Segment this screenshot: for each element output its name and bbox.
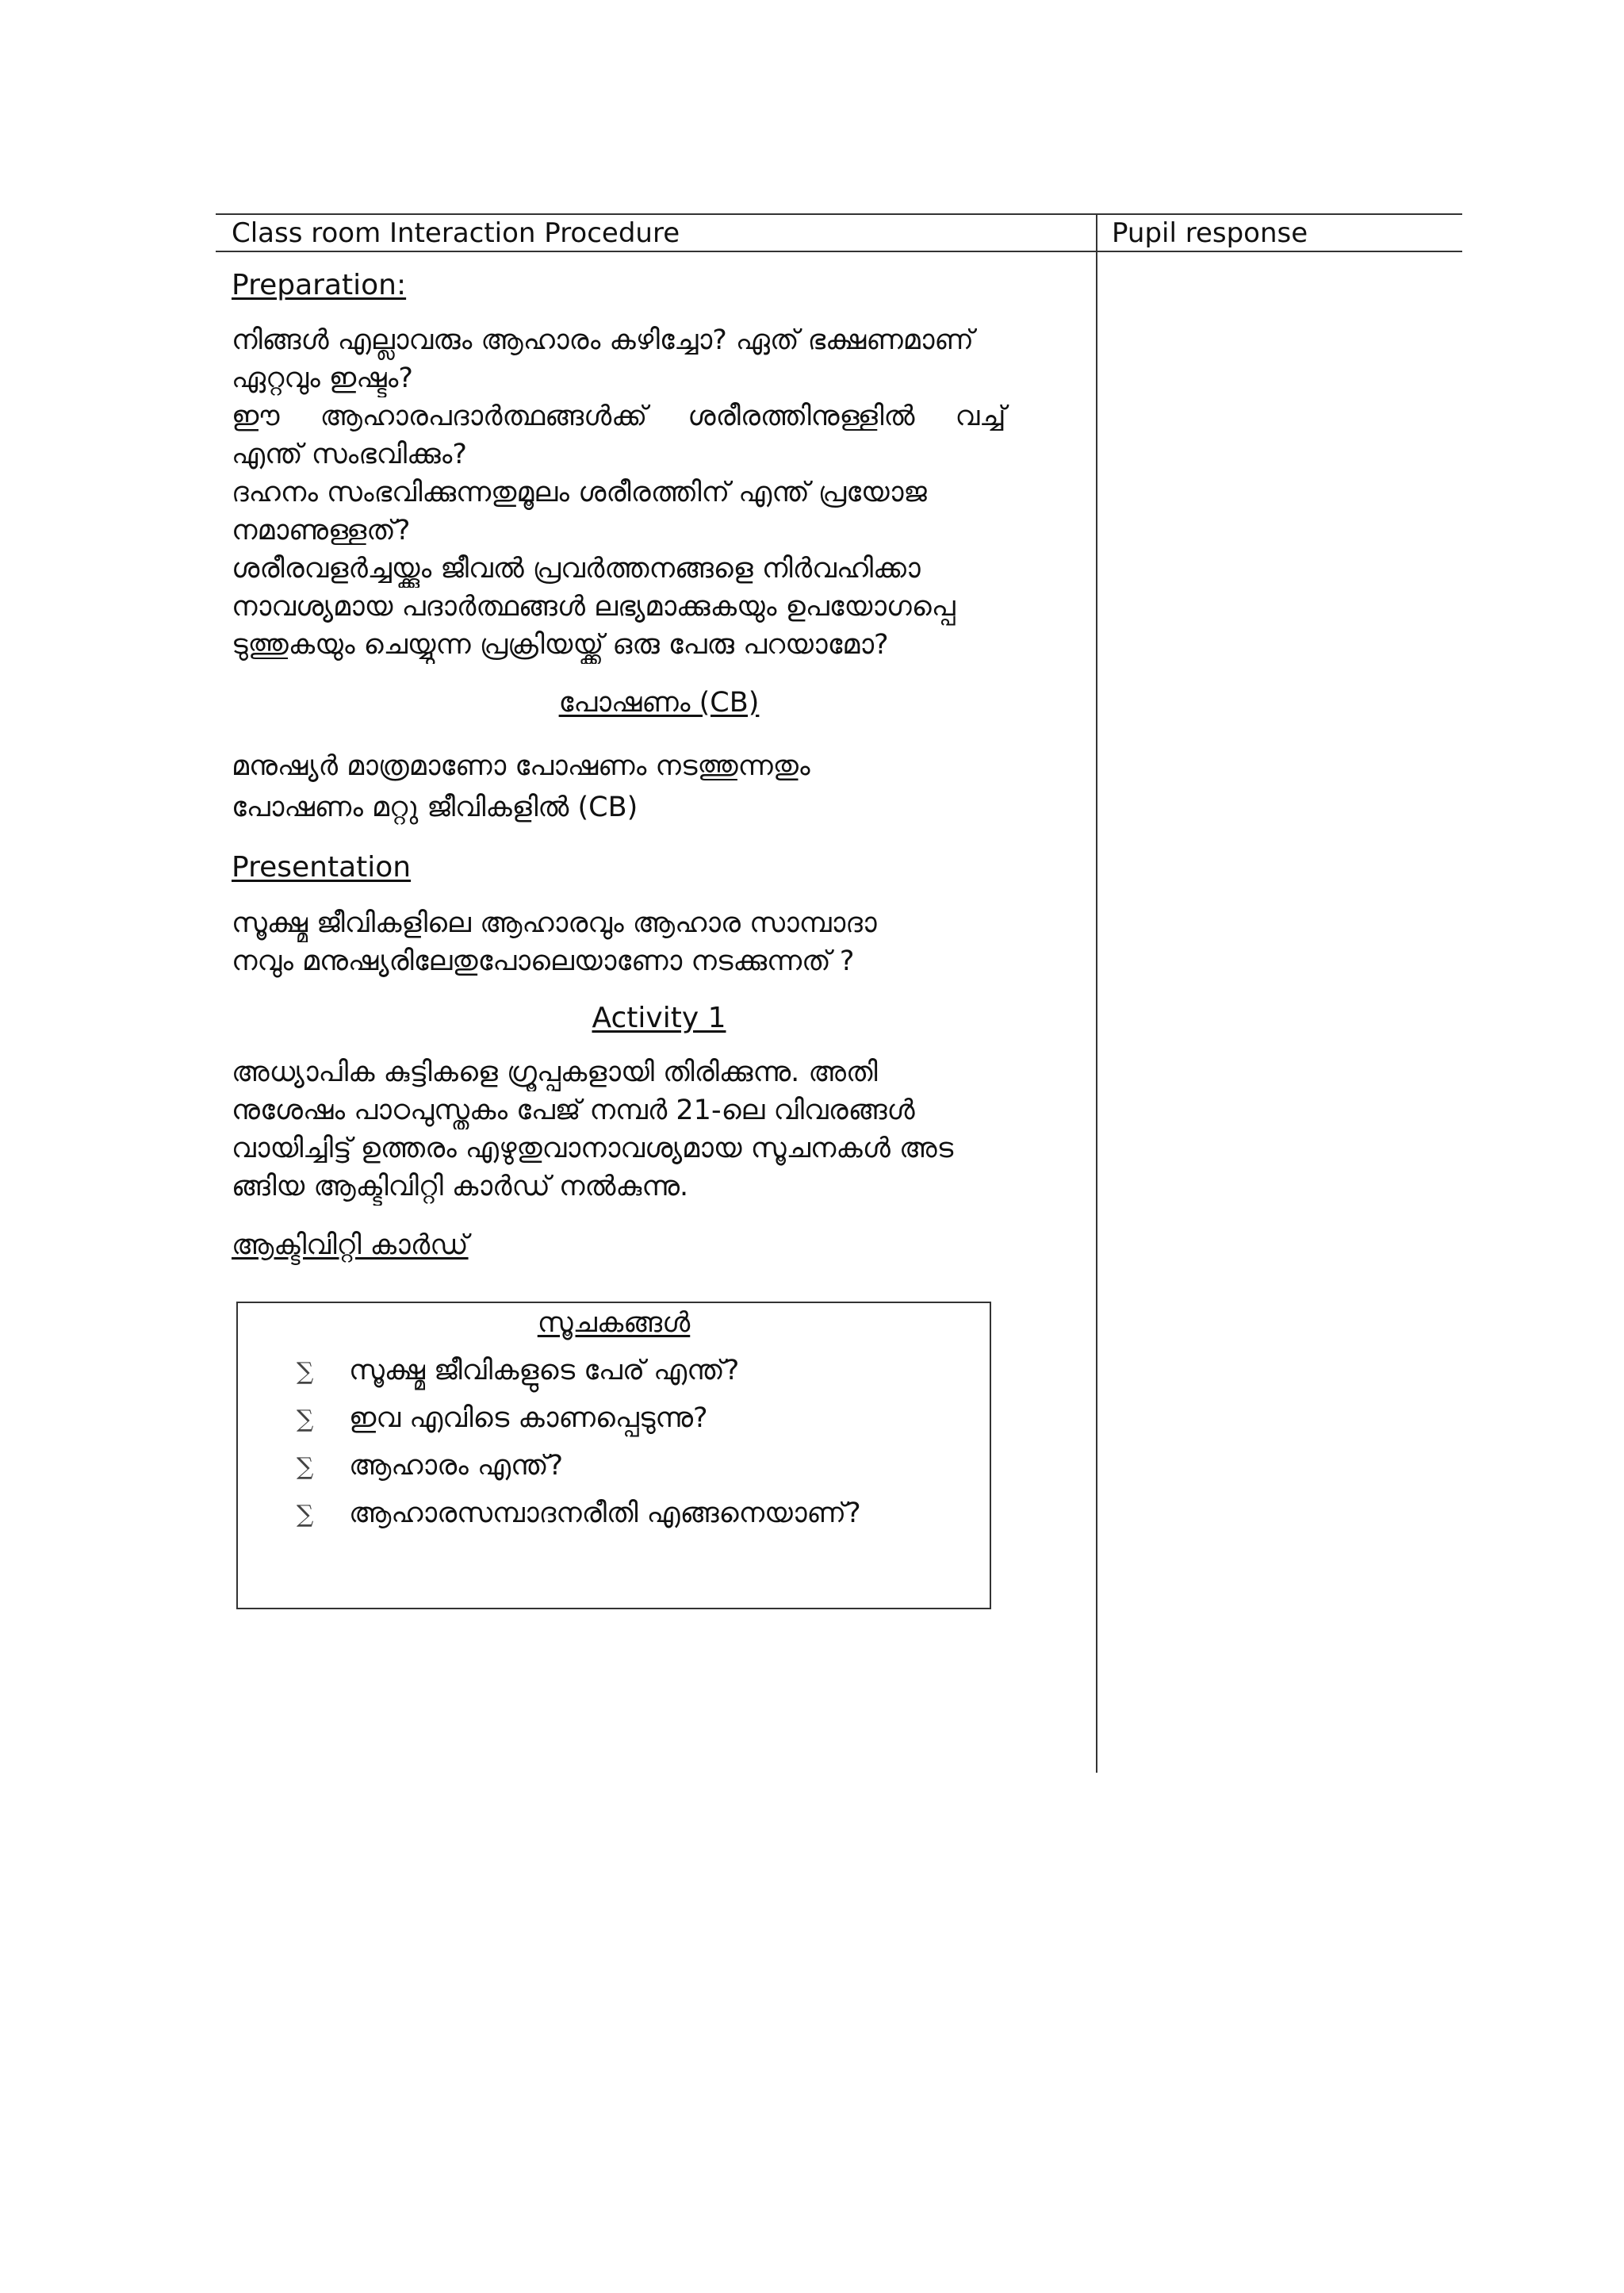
preparation-line: ദഹനം സംഭവിക്കുന്നതുമൂലം ശരീരത്തിന് എന്ത് പ്രയോജ (232, 477, 927, 508)
activity-card-label: ആക്ടിവിറ്റി കാർഡ് (232, 1229, 469, 1261)
poshanam-line: പോഷണം മറ്റു ജീവികളിൽ (CB) (232, 792, 638, 823)
sigma-bullet-icon: ∑ (297, 1405, 314, 1433)
card-title: സൂചകങ്ങൾ (537, 1307, 691, 1339)
preparation-line: നാവശ്യമായ പദാർത്ഥങ്ങൾ ലഭ്യമാക്കുകയും ഉപയോഗപ്പെ (232, 591, 956, 623)
activity-heading: Activity 1 (592, 1002, 726, 1034)
presentation-paragraph (232, 904, 1086, 980)
card-item: ∑ ആഹാരസമ്പാദനരീതി എങ്ങനെയാണ്? (297, 1495, 979, 1533)
activity-line: വായിച്ചിട്ട് ഉത്തരം എഴുതുവാനാവശ്യമായ സൂചനകൾ അട (232, 1133, 954, 1164)
column-header-procedure: Class room Interaction Procedure (232, 217, 680, 249)
presentation-line: സൂക്ഷ്മ ജീവികളിലെ ആഹാരവും ആഹാര സാമ്പാദാ (232, 907, 877, 939)
card-item: ∑ സൂക്ഷ്മ ജീവികളുടെ പേര് എന്ത്? (297, 1352, 979, 1390)
table-header-rule (216, 251, 1462, 252)
poshanam-heading: പോഷണം (CB) (558, 687, 760, 719)
column-header-pupil-response: Pupil response (1112, 217, 1308, 249)
presentation-heading: Presentation (232, 851, 412, 884)
sigma-bullet-icon: ∑ (297, 1358, 314, 1386)
presentation-line: നവും മനുഷ്യരിലേതുപോലെയാണോ നടക്കുന്നത് ? (232, 945, 855, 977)
preparation-line: നിങ്ങൾ എല്ലാവരും ആഹാരം കഴിച്ചോ? ഏത് ഭക്ഷണമാണ് (232, 324, 974, 356)
activity-line: നുശേഷം പാഠപുസ്തകം പേജ് നമ്പർ 21-ലെ വിവരങ്ങൾ (232, 1095, 915, 1126)
sigma-bullet-icon: ∑ (297, 1501, 314, 1528)
activity-line: അധ്യാപിക കുട്ടികളെ ഗ്രൂപ്പുകളായി തിരിക്കുന്നു. അതി (232, 1056, 878, 1088)
card-item: ∑ ഇവ എവിടെ കാണപ്പെടുന്നു? (297, 1400, 979, 1438)
preparation-line: ടുത്തുകയും ചെയ്യുന്ന പ്രക്രിയയ്ക്ക് ഒരു പേരു പറയാമോ? (232, 629, 889, 661)
poshanam-paragraph (232, 746, 1086, 828)
sigma-bullet-icon: ∑ (297, 1453, 314, 1481)
preparation-line: ശരീരവളർച്ചയ്ക്കും ജീവൽ പ്രവർത്തനങ്ങളെ നിർവഹിക്കാ (232, 553, 921, 585)
table-top-rule (216, 213, 1462, 215)
activity-card-box (236, 1302, 991, 1609)
card-item: ∑ ആഹാരം എന്ത്? (297, 1448, 979, 1486)
activity-paragraph (232, 1053, 1086, 1206)
preparation-heading: Preparation: (232, 269, 407, 301)
preparation-line: എന്ത് സംഭവിക്കും? (232, 439, 467, 470)
poshanam-line: മനുഷ്യർ മാത്രമാണോ പോഷണം നടത്തുന്നതും (232, 750, 810, 782)
preparation-paragraph (232, 321, 1086, 664)
preparation-line: ഏറ്റവും ഇഷ്ടം? (232, 362, 413, 394)
column-divider (1096, 213, 1097, 1773)
activity-line: ങ്ങിയ ആക്ടിവിറ്റി കാർഡ് നൽകുന്നു. (232, 1171, 689, 1202)
preparation-line: നമാണുള്ളത്? (232, 515, 411, 546)
preparation-line: ഈ ആഹാരപദാർത്ഥങ്ങൾക്ക് ശരീരത്തിനുള്ളിൽ വച്ച് (232, 401, 1006, 432)
